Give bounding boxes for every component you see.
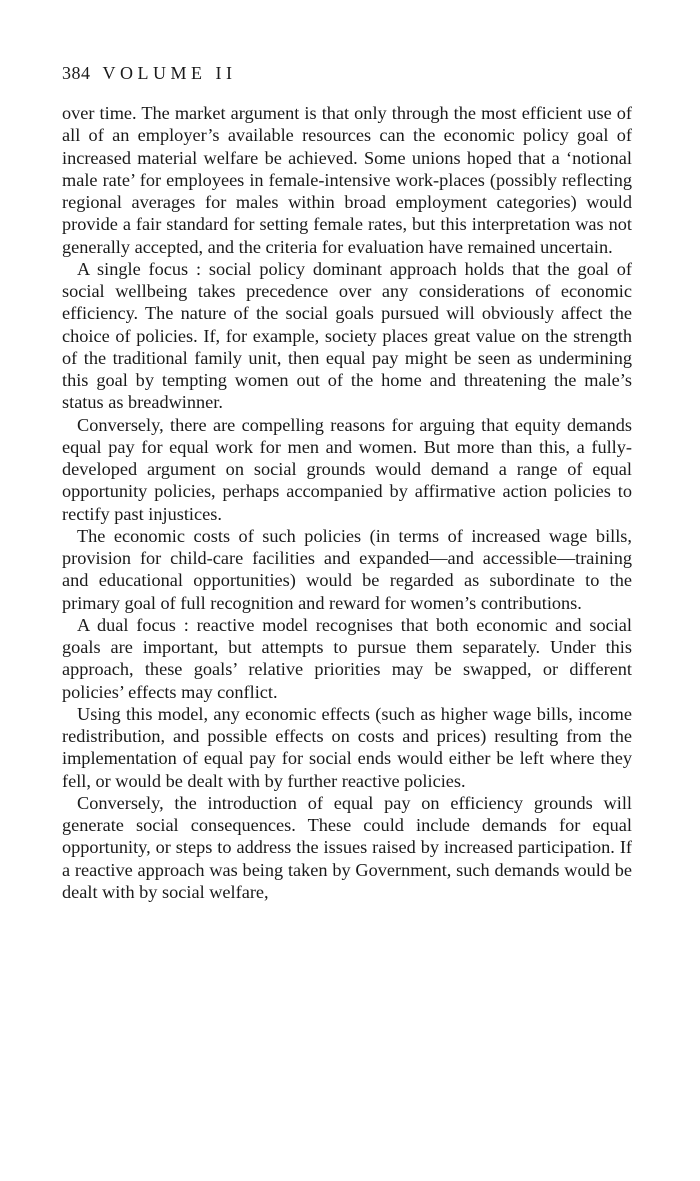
volume-label: VOLUME II — [102, 63, 237, 83]
paragraph-efficiency-grounds: Conversely, the introduction of equal pay on efficiency grounds will generate social consequences. These could include demands for equal opportunity, or steps to address the issues raised by increased participation. If a reactive approach was being taken by Government, such demands would be dealt with by social welfare, — [62, 792, 632, 902]
paragraph-economic-costs: The economic costs of such policies (in terms of increased wage bills, provision for child-care facilities and expanded—and accessible—training and educational opportunities) would be regarded as subordinate to the primary goal of full recognition and reward for women’s contributions. — [62, 525, 632, 613]
page-number: 384 — [62, 63, 91, 83]
paragraph-equity: Conversely, there are compelling reasons for arguing that equity demands equal pay for equal work for men and women. But more than this, a fully-developed argument on social grounds would demand a range of equal opportunity policies, perhaps accompanied by affirmative action policies to rectify past injustices. — [62, 414, 632, 524]
paragraph-reactive-model: Using this model, any economic effects (such as higher wage bills, income redistribution, and possible effects on costs and prices) resulting from the implementation of equal pay for social ends would either be left where they fell, or would be dealt with by further reactive policies. — [62, 703, 632, 791]
document-page — [62, 60, 632, 903]
paragraph-dual-focus: A dual focus : reactive model recognises that both economic and social goals are important, but attempts to pursue them separately. Under this approach, these goals’ relative priorities may be swapped, or different policies’ effects may conflict. — [62, 614, 632, 702]
running-header — [62, 60, 632, 86]
body-text — [62, 102, 632, 903]
paragraph-single-focus: A single focus : social policy dominant approach holds that the goal of social wellbeing takes precedence over any considerations of economic efficiency. The nature of the social goals pursued will obviously affect the choice of policies. If, for example, society places great value on the strength of the traditional family unit, then equal pay might be seen as undermining this goal by tempting women out of the home and threatening the male’s status as breadwinner. — [62, 258, 632, 413]
paragraph-continuation: over time. The market argument is that only through the most efficient use of all of an employer’s available resources can the economic policy goal of increased material welfare be achieved. Some unions hoped that a ‘notional male rate’ for employees in female-intensive work-places (possibly reflecting regional averages for males within broad employment categories) would provide a fair standard for setting female rates, but this interpretation was not generally accepted, and the criteria for evaluation have remained uncertain. — [62, 103, 632, 257]
